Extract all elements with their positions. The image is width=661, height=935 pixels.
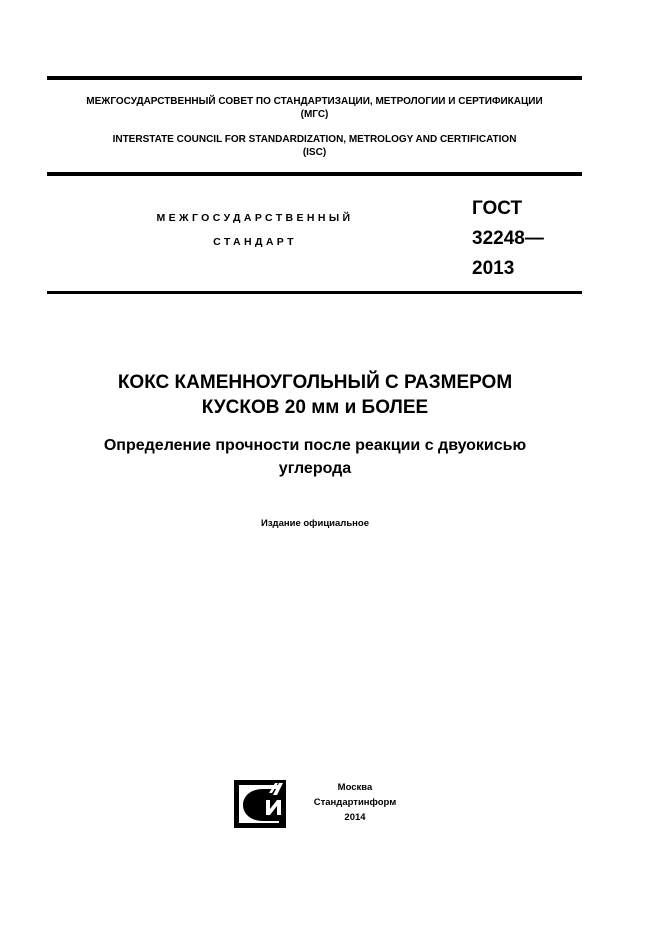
publisher-year: 2014 (344, 812, 366, 823)
bottom-rule (47, 291, 582, 294)
middle-rule (47, 172, 582, 176)
subtitle-line-2: углерода (278, 460, 352, 477)
gost-designation (472, 194, 544, 284)
interstate-label: МЕЖГОСУДАРСТВЕННЫЙ (156, 212, 354, 224)
subtitle-line-1: Определение прочности после реакции с двуокисью (103, 437, 527, 454)
council-name-english (47, 133, 582, 159)
council-ru-line-1: МЕЖГОСУДАРСТВЕННЫЙ СОВЕТ ПО СТАНДАРТИЗАЦИИ, МЕТРОЛОГИИ И СЕРТИФИКАЦИИ (86, 96, 543, 107)
council-name-russian (47, 95, 582, 121)
gost-label: ГОСТ (472, 198, 523, 219)
council-ru-line-2: (МГС) (300, 109, 329, 120)
standard-label: СТАНДАРТ (213, 236, 297, 248)
title-line-1: КОКС КАМЕННОУГОЛЬНЫЙ С РАЗМЕРОМ (117, 372, 513, 393)
standartinform-logo-icon (233, 779, 287, 829)
gost-year: 2013 (472, 258, 515, 279)
title-line-2: КУСКОВ 20 мм и БОЛЕЕ (201, 397, 429, 418)
publisher-city: Москва (337, 782, 373, 793)
edition-note: Издание официальное (261, 518, 369, 529)
council-en-line-2: (ISC) (302, 147, 327, 158)
publisher-imprint (300, 780, 410, 825)
top-rule (47, 76, 582, 80)
council-en-line-1: INTERSTATE COUNCIL FOR STANDARDIZATION, METROLOGY AND CERTIFICATION (112, 134, 517, 145)
publisher-name: Стандартинформ (313, 797, 397, 808)
gost-number: 32248— (472, 228, 544, 249)
document-title (20, 370, 610, 420)
document-subtitle (20, 434, 610, 480)
